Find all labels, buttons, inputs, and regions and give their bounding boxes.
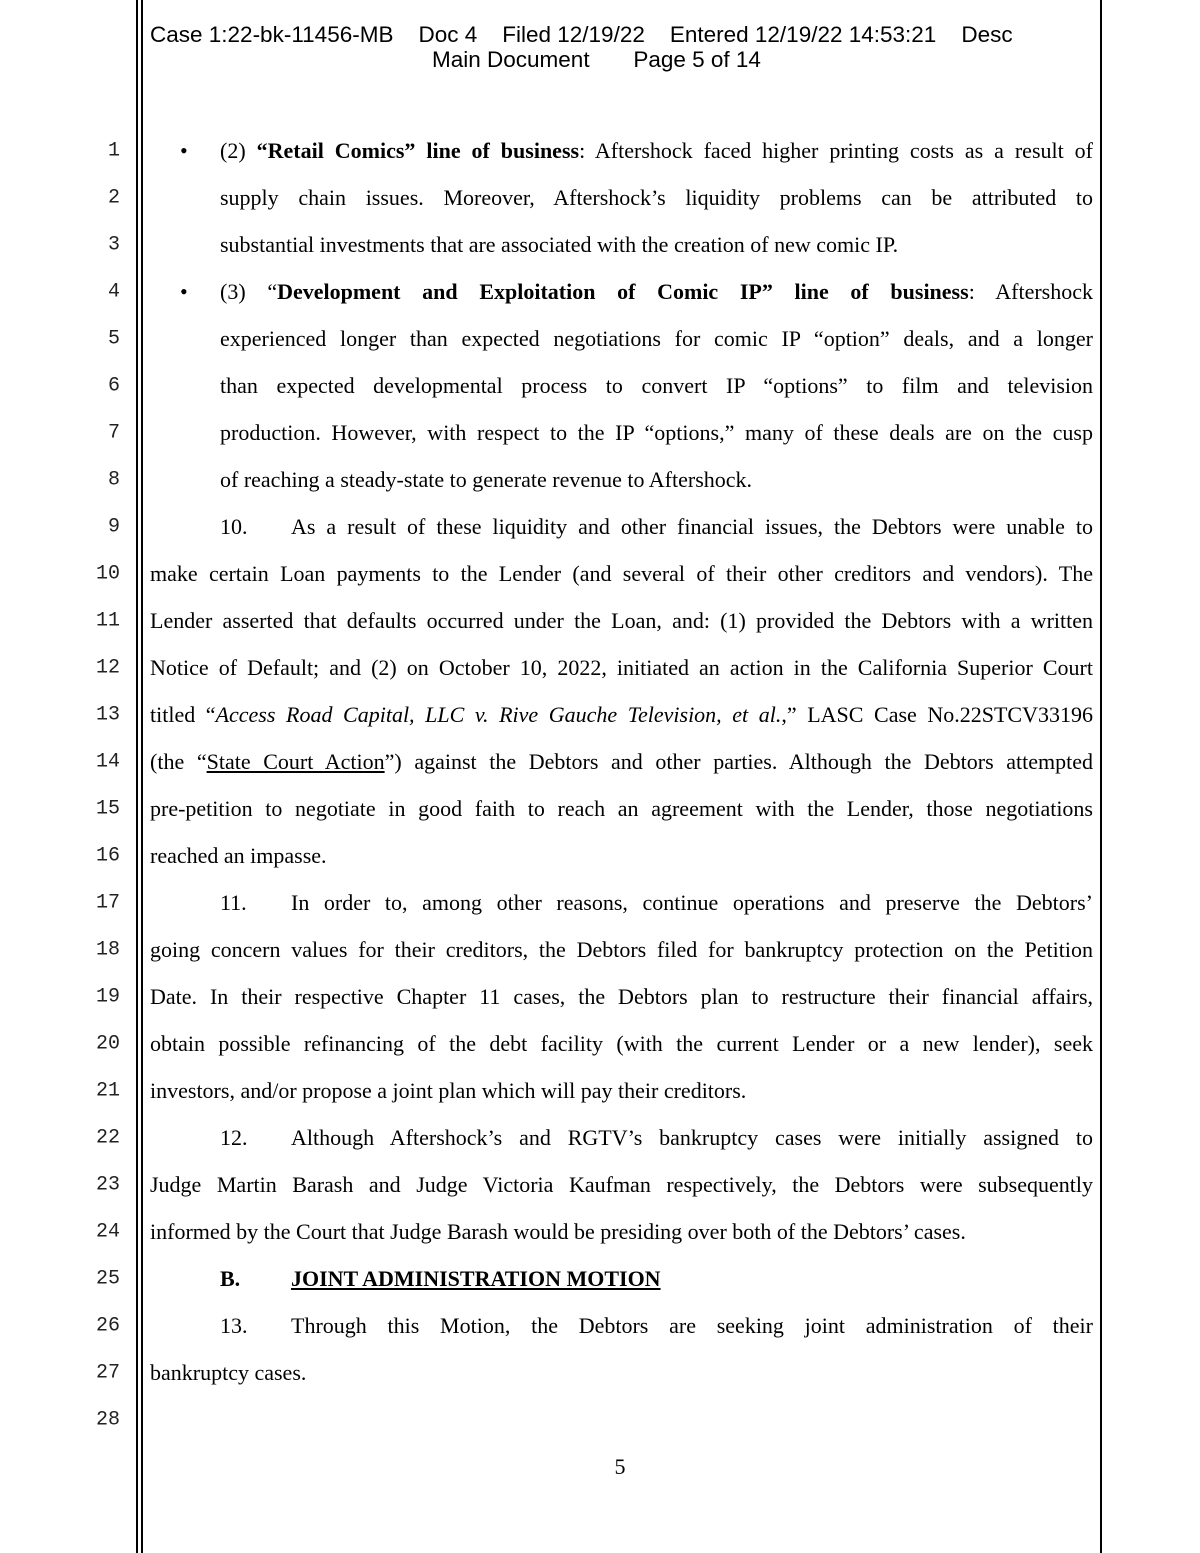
text-run: (2)	[220, 138, 257, 163]
case-header-line2: Main Document Page 5 of 14	[432, 47, 761, 72]
section-b-title	[291, 1266, 661, 1292]
para-10-line3: Lender asserted that defaults occurred under the Loan, and: (1) provided the Debtors with a written	[150, 608, 1093, 633]
bullet-marker: •	[180, 279, 188, 304]
text-run: ”) against the Debtors and other parties. Although the Debtors attempted	[384, 749, 1094, 774]
para-13-line2: bankruptcy cases.	[150, 1360, 307, 1385]
line-number: 5	[107, 327, 120, 351]
line-number: 12	[95, 656, 120, 680]
line-number: 21	[95, 1079, 120, 1103]
line-number: 15	[95, 797, 120, 821]
line-number: 16	[95, 844, 120, 868]
text-run: (the “	[150, 749, 207, 774]
para-10-line5	[150, 702, 1093, 728]
case-citation: Access Road Capital, LLC v. Rive Gauche Television, et al.	[215, 702, 782, 727]
para-11-line3: Date. In their respective Chapter 11 cases, the Debtors plan to restructure their financial affairs,	[150, 984, 1093, 1009]
section-b-label	[220, 1266, 240, 1292]
left-margin-rule-1	[136, 0, 138, 1553]
bold-run: “Retail Comics” line of business	[256, 138, 580, 163]
text-run: ,” LASC Case No.22STCV33196	[781, 702, 1093, 727]
para-11-line4: obtain possible refinancing of the debt facility (with the current Lender or a new lender), seek	[150, 1031, 1093, 1056]
line-number: 24	[95, 1220, 120, 1244]
bullet-retail-line1	[220, 138, 1093, 164]
case-header	[150, 22, 1050, 72]
para-10-line7: pre-petition to negotiate in good faith to reach an agreement with the Lender, those negotiations	[150, 796, 1093, 821]
bullet-development-line3: than expected developmental process to convert IP “options” to film and television	[220, 373, 1093, 398]
bold-run: B.	[220, 1266, 241, 1291]
para-10-line4: Notice of Default; and (2) on October 10, 2022, initiated an action in the California Superior Court	[150, 655, 1093, 680]
para-10-line6	[150, 749, 1093, 775]
bold-run: Development and Exploitation of Comic IP” line of business	[277, 279, 969, 304]
text-run: : Aftershock	[968, 279, 1093, 304]
para-11-number: 11.	[220, 890, 247, 915]
para-12-line1: Although Aftershock’s and RGTV’s bankruptcy cases were initially assigned to	[291, 1125, 1093, 1150]
text-run: (3) “	[220, 279, 278, 304]
line-number: 27	[95, 1361, 120, 1385]
line-number: 28	[95, 1408, 120, 1432]
right-margin-rule	[1100, 0, 1102, 1553]
bullet-development-line1	[220, 279, 1093, 305]
bullet-development-line2: experienced longer than expected negotiations for comic IP “option” deals, and a longer	[220, 326, 1093, 351]
case-header-line1: Case 1:22-bk-11456-MB Doc 4 Filed 12/19/22 Entered 12/19/22 14:53:21 Desc	[150, 22, 1013, 47]
bullet-marker: •	[180, 138, 188, 163]
line-number: 2	[107, 186, 120, 210]
line-number: 7	[107, 421, 120, 445]
page-number: 5	[614, 1454, 626, 1479]
para-13-number: 13.	[220, 1313, 248, 1338]
section-heading: JOINT ADMINISTRATION MOTION	[291, 1266, 661, 1291]
defined-term: State Court Action	[206, 749, 385, 774]
left-margin-rule-2	[141, 0, 143, 1553]
line-number: 18	[95, 938, 120, 962]
bullet-development-line4: production. However, with respect to the IP “options,” many of these deals are on the cusp	[220, 420, 1093, 445]
para-10-number: 10.	[220, 514, 248, 539]
line-number: 22	[95, 1126, 120, 1150]
bullet-retail-line3: substantial investments that are associated with the creation of new comic IP.	[220, 232, 899, 257]
para-12-line3: informed by the Court that Judge Barash would be presiding over both of the Debtors’ cases.	[150, 1219, 966, 1244]
text-run: : Aftershock faced higher printing costs as a result of	[579, 138, 1094, 163]
line-number: 13	[95, 703, 120, 727]
para-10-line8: reached an impasse.	[150, 843, 327, 868]
para-11-line5: investors, and/or propose a joint plan which will pay their creditors.	[150, 1078, 747, 1103]
bullet-retail-line2: supply chain issues. Moreover, Aftershock’s liquidity problems can be attributed to	[220, 185, 1093, 210]
para-11-line2: going concern values for their creditors, the Debtors filed for bankruptcy protection on the Petition	[150, 937, 1093, 962]
line-number: 10	[95, 562, 120, 586]
para-11-line1: In order to, among other reasons, continue operations and preserve the Debtors’	[291, 890, 1093, 915]
line-number: 19	[95, 985, 120, 1009]
line-number: 4	[107, 280, 120, 304]
para-13-line1: Through this Motion, the Debtors are seeking joint administration of their	[291, 1313, 1093, 1338]
line-number: 14	[95, 750, 120, 774]
line-number: 11	[95, 609, 120, 633]
para-10-line2: make certain Loan payments to the Lender (and several of their other creditors and vendors). The	[150, 561, 1093, 586]
line-number: 26	[95, 1314, 120, 1338]
line-number: 17	[95, 891, 120, 915]
text-run: titled “	[150, 702, 216, 727]
line-number: 6	[107, 374, 120, 398]
para-12-number: 12.	[220, 1125, 248, 1150]
para-10-line1: As a result of these liquidity and other financial issues, the Debtors were unable to	[291, 514, 1093, 539]
para-12-line2: Judge Martin Barash and Judge Victoria Kaufman respectively, the Debtors were subsequently	[150, 1172, 1093, 1197]
line-number: 23	[95, 1173, 120, 1197]
line-number: 25	[95, 1267, 120, 1291]
line-number: 9	[107, 515, 120, 539]
line-number: 8	[107, 468, 120, 492]
bullet-development-line5: of reaching a steady-state to generate revenue to Aftershock.	[220, 467, 753, 492]
line-number: 3	[107, 233, 120, 257]
line-number: 20	[95, 1032, 120, 1056]
line-number: 1	[107, 139, 120, 163]
